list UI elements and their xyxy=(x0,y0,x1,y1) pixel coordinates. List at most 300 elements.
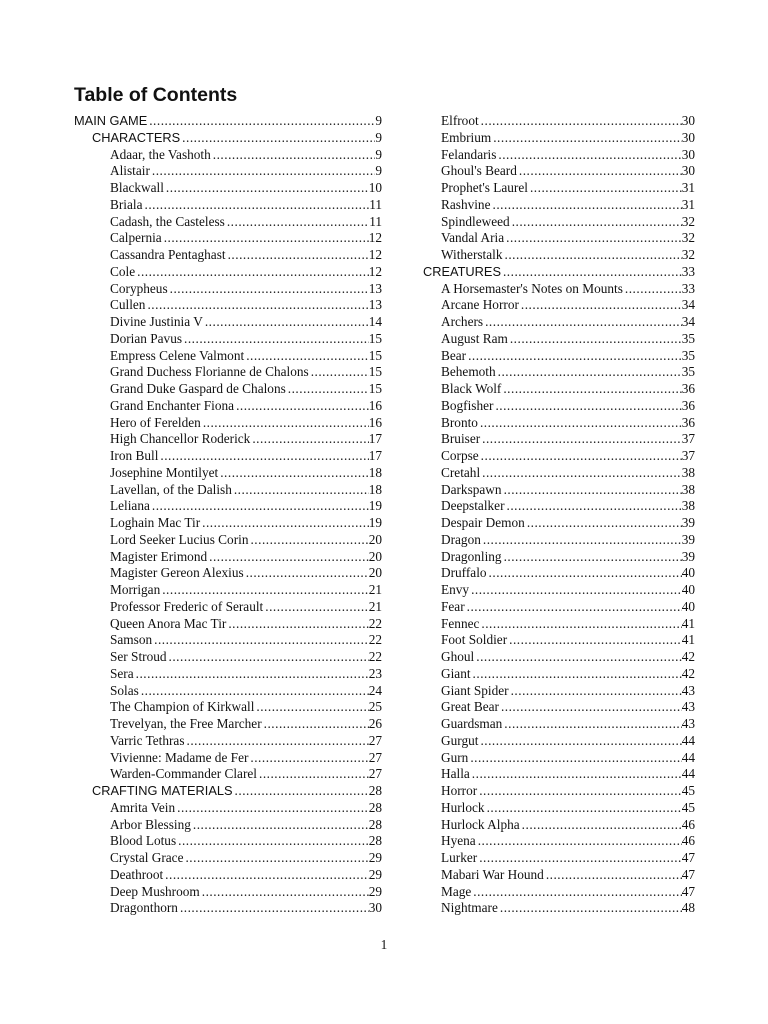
dot-leader xyxy=(149,113,375,130)
dot-leader xyxy=(160,448,368,465)
toc-entry[interactable] xyxy=(74,482,382,499)
toc-entry-page: 13 xyxy=(368,297,382,313)
toc-entry[interactable] xyxy=(405,381,695,398)
toc-entry-label: Corypheus xyxy=(110,280,168,296)
toc-entry[interactable] xyxy=(405,582,695,599)
dot-leader xyxy=(507,498,682,515)
toc-entry-page: 11 xyxy=(369,196,382,212)
toc-entry[interactable] xyxy=(74,549,382,566)
toc-entry[interactable] xyxy=(405,532,695,549)
toc-entry[interactable] xyxy=(405,867,695,884)
toc-entry-page: 28 xyxy=(368,816,382,832)
toc-entry[interactable] xyxy=(405,549,695,566)
toc-entry-page: 33 xyxy=(681,263,695,279)
dot-leader xyxy=(530,180,682,197)
toc-entry[interactable] xyxy=(74,817,382,834)
toc-entry-page: 22 xyxy=(368,632,382,648)
toc-entry-page: 36 xyxy=(681,397,695,413)
toc-entry[interactable] xyxy=(74,431,382,448)
toc-entry[interactable] xyxy=(74,900,382,917)
toc-entry-page: 13 xyxy=(368,280,382,296)
toc-entry-page: 15 xyxy=(368,347,382,363)
toc-entry[interactable] xyxy=(405,716,695,733)
toc-entry-label: Grand Enchanter Fiona xyxy=(110,397,235,413)
toc-entry-page: 36 xyxy=(681,414,695,430)
toc-section-entry[interactable] xyxy=(405,264,695,281)
dot-leader xyxy=(503,381,681,398)
toc-entry-page: 28 xyxy=(368,799,382,815)
toc-entry[interactable] xyxy=(74,515,382,532)
toc-entry-page: 12 xyxy=(368,247,382,262)
toc-entry[interactable] xyxy=(74,666,382,683)
toc-entry[interactable] xyxy=(74,867,382,884)
toc-entry-page: 17 xyxy=(368,448,382,463)
toc-entry[interactable] xyxy=(74,565,382,582)
toc-entry[interactable] xyxy=(74,884,382,901)
dot-leader xyxy=(470,750,681,767)
toc-entry-label: Cadash, the Casteless xyxy=(110,213,225,229)
toc-entry[interactable] xyxy=(74,398,382,415)
toc-entry-label: August Ram xyxy=(441,330,508,346)
toc-entry[interactable] xyxy=(405,666,695,683)
dot-leader xyxy=(170,281,369,298)
dot-leader xyxy=(479,783,682,800)
toc-entry[interactable] xyxy=(405,482,695,499)
dot-leader xyxy=(468,348,682,365)
toc-entry-label: Gurgut xyxy=(441,732,479,748)
dot-leader xyxy=(481,616,681,633)
toc-entry-label: Hero of Ferelden xyxy=(110,414,201,430)
toc-entry[interactable] xyxy=(74,331,382,348)
dot-leader xyxy=(522,817,682,834)
toc-entry[interactable] xyxy=(405,431,695,448)
toc-entry[interactable] xyxy=(405,465,695,482)
dot-leader xyxy=(180,900,369,917)
toc-entry-page: 15 xyxy=(368,364,382,380)
toc-entry-label: MAIN GAME xyxy=(74,113,148,128)
toc-entry[interactable] xyxy=(74,833,382,850)
toc-entry-label: Ghoul xyxy=(441,649,475,664)
toc-entry[interactable] xyxy=(74,582,382,599)
toc-entry[interactable] xyxy=(74,348,382,365)
toc-entry-label: Corpse xyxy=(441,448,479,463)
toc-entry[interactable] xyxy=(405,850,695,867)
toc-entry-label: Professor Frederic of Serault xyxy=(110,598,264,614)
toc-entry[interactable] xyxy=(405,297,695,314)
toc-entry-label: Warden-Commander Clarel xyxy=(110,766,257,782)
toc-entry-label: Mabari War Hound xyxy=(441,866,544,882)
toc-entry[interactable] xyxy=(405,314,695,331)
toc-entry-page: 28 xyxy=(368,833,382,849)
toc-entry-label: Foot Soldier xyxy=(441,632,508,648)
dot-leader xyxy=(504,716,681,733)
toc-entry-page: 44 xyxy=(681,749,695,765)
toc-entry-page: 35 xyxy=(681,330,695,346)
toc-entry-label: Grand Duchess Florianne de Chalons xyxy=(110,364,309,380)
toc-entry-page: 17 xyxy=(368,431,382,447)
toc-entry[interactable] xyxy=(405,348,695,365)
toc-entry-page: 18 xyxy=(368,481,382,497)
dot-leader xyxy=(141,683,369,700)
toc-entry-label: Deepstalker xyxy=(441,498,505,514)
toc-entry-page: 24 xyxy=(368,682,382,698)
toc-entry-page: 46 xyxy=(681,816,695,832)
toc-entry-label: Bear xyxy=(441,347,467,363)
toc-entry-label: Leliana xyxy=(110,498,150,514)
dot-leader xyxy=(264,716,369,733)
toc-entry-label: CRAFTING MATERIALS xyxy=(92,783,233,798)
dot-leader xyxy=(501,699,682,716)
toc-entry[interactable] xyxy=(405,214,695,231)
toc-entry-page: 16 xyxy=(368,397,382,413)
dot-leader xyxy=(505,247,682,264)
toc-entry-label: Blood Lotus xyxy=(110,833,177,849)
toc-entry-page: 19 xyxy=(368,515,382,530)
toc-entry[interactable] xyxy=(405,364,695,381)
toc-entry-label: Gurn xyxy=(441,749,469,765)
toc-entry[interactable] xyxy=(74,314,382,331)
toc-entry-label: Arbor Blessing xyxy=(110,816,191,832)
dot-leader xyxy=(473,666,682,683)
toc-entry-page: 33 xyxy=(681,280,695,296)
toc-entry[interactable] xyxy=(405,649,695,666)
dot-leader xyxy=(485,314,682,331)
toc-entry-page: 14 xyxy=(368,314,382,329)
toc-entry-page: 38 xyxy=(681,464,695,480)
toc-entry[interactable] xyxy=(405,498,695,515)
toc-entry-label: Elfroot xyxy=(441,113,479,128)
dot-leader xyxy=(187,733,369,750)
dot-leader xyxy=(182,130,375,147)
toc-entry[interactable] xyxy=(405,565,695,582)
dot-leader xyxy=(169,649,369,666)
toc-entry-page: 20 xyxy=(368,548,382,564)
toc-entry[interactable] xyxy=(405,750,695,767)
toc-entry[interactable] xyxy=(74,281,382,298)
dot-leader xyxy=(512,214,682,231)
toc-entry[interactable] xyxy=(74,632,382,649)
toc-entry-label: Vandal Aria xyxy=(441,230,505,246)
dot-leader xyxy=(482,465,682,482)
dot-leader xyxy=(503,264,682,281)
dot-leader xyxy=(482,431,682,448)
toc-part-entry[interactable] xyxy=(74,113,382,130)
toc-entry[interactable] xyxy=(74,448,382,465)
toc-entry[interactable] xyxy=(405,817,695,834)
toc-entry[interactable] xyxy=(405,515,695,532)
toc-entry-label: Briala xyxy=(110,196,143,212)
dot-leader xyxy=(202,884,369,901)
toc-entry-page: 45 xyxy=(681,799,695,815)
dot-leader xyxy=(164,230,369,247)
toc-entry-label: Alistair xyxy=(110,163,150,179)
dot-leader xyxy=(147,297,368,314)
toc-entry-label: Spindleweed xyxy=(441,213,510,229)
dot-leader xyxy=(476,649,681,666)
toc-entry[interactable] xyxy=(405,147,695,164)
dot-leader xyxy=(506,230,682,247)
dot-leader xyxy=(152,163,375,180)
toc-entry[interactable] xyxy=(405,632,695,649)
dot-leader xyxy=(546,867,682,884)
toc-entry-label: Arcane Horror xyxy=(441,297,519,313)
toc-entry[interactable] xyxy=(74,230,382,247)
toc-entry-page: 11 xyxy=(369,213,382,229)
toc-entry[interactable] xyxy=(74,649,382,666)
dot-leader xyxy=(234,482,369,499)
dot-leader xyxy=(246,565,369,582)
toc-entry-page: 18 xyxy=(368,464,382,480)
toc-entry-label: Trevelyan, the Free Marcher xyxy=(110,716,262,731)
toc-entry-label: CREATURES xyxy=(423,263,501,279)
toc-entry[interactable] xyxy=(405,833,695,850)
dot-leader xyxy=(213,147,376,164)
toc-entry[interactable] xyxy=(74,699,382,716)
dot-leader xyxy=(265,599,368,616)
toc-entry-label: Envy xyxy=(441,582,470,597)
toc-entry[interactable] xyxy=(405,599,695,616)
toc-entry[interactable] xyxy=(405,247,695,264)
toc-entry-page: 15 xyxy=(368,330,382,346)
dot-leader xyxy=(472,766,682,783)
toc-entry-label: Crystal Grace xyxy=(110,850,184,865)
toc-entry[interactable] xyxy=(74,297,382,314)
toc-entry-page: 47 xyxy=(681,883,695,899)
dot-leader xyxy=(154,632,369,649)
toc-entry-page: 44 xyxy=(681,766,695,782)
dot-leader xyxy=(228,616,368,633)
toc-entry-page: 30 xyxy=(681,129,695,145)
toc-entry-page: 47 xyxy=(681,850,695,865)
toc-entry-label: Despair Demon xyxy=(441,515,525,530)
dot-leader xyxy=(235,783,369,800)
toc-entry-label: Josephine Montilyet xyxy=(110,464,219,480)
toc-entry-label: Queen Anora Mac Tir xyxy=(110,615,227,631)
toc-entry-label: Cole xyxy=(110,263,136,279)
toc-entry-label: Archers xyxy=(441,314,484,329)
dot-leader xyxy=(250,750,368,767)
toc-entry-page: 9 xyxy=(375,146,382,162)
toc-entry-label: Cullen xyxy=(110,297,146,313)
toc-entry-label: Grand Duke Gaspard de Chalons xyxy=(110,381,286,396)
dot-leader xyxy=(177,800,369,817)
toc-entry[interactable] xyxy=(405,398,695,415)
dot-leader xyxy=(480,733,681,750)
toc-entry[interactable] xyxy=(405,683,695,700)
dot-leader xyxy=(236,398,369,415)
toc-entry[interactable] xyxy=(74,850,382,867)
toc-entry-label: Black Wolf xyxy=(441,381,502,396)
toc-entry[interactable] xyxy=(405,197,695,214)
toc-entry[interactable] xyxy=(74,498,382,515)
toc-entry-page: 36 xyxy=(681,381,695,396)
toc-entry[interactable] xyxy=(74,716,382,733)
toc-entry-page: 41 xyxy=(681,615,695,631)
toc-entry[interactable] xyxy=(405,331,695,348)
toc-entry-page: 38 xyxy=(681,498,695,514)
toc-entry-page: 29 xyxy=(368,883,382,899)
toc-entry[interactable] xyxy=(405,281,695,298)
dot-leader xyxy=(498,147,681,164)
toc-entry-page: 23 xyxy=(368,665,382,681)
toc-entry[interactable] xyxy=(74,766,382,783)
toc-entry[interactable] xyxy=(74,163,382,180)
dot-leader xyxy=(202,515,369,532)
toc-entry[interactable] xyxy=(74,599,382,616)
toc-entry-label: Rashvine xyxy=(441,196,491,212)
dot-leader xyxy=(473,884,681,901)
toc-entry[interactable] xyxy=(74,264,382,281)
dot-leader xyxy=(481,448,682,465)
toc-entry-label: Darkspawn xyxy=(441,481,502,497)
toc-entry-label: Samson xyxy=(110,632,153,648)
toc-entry-page: 12 xyxy=(368,230,382,246)
toc-section-entry[interactable] xyxy=(74,130,382,147)
dot-leader xyxy=(162,582,368,599)
toc-entry-page: 47 xyxy=(681,866,695,882)
toc-entry-label: Ser Stroud xyxy=(110,649,167,664)
toc-entry-page: 27 xyxy=(368,749,382,765)
dot-leader xyxy=(145,197,370,214)
toc-entry-label: Hyena xyxy=(441,833,476,849)
toc-entry[interactable] xyxy=(405,415,695,432)
dot-leader xyxy=(509,632,682,649)
dot-leader xyxy=(483,532,682,549)
toc-entry-page: 30 xyxy=(681,113,695,128)
toc-entry[interactable] xyxy=(405,616,695,633)
toc-entry-label: Dragon xyxy=(441,531,481,547)
toc-entry-page: 48 xyxy=(681,900,695,916)
toc-entry[interactable] xyxy=(74,197,382,214)
toc-entry[interactable] xyxy=(74,683,382,700)
dot-leader xyxy=(487,800,682,817)
toc-entry[interactable] xyxy=(405,113,695,130)
toc-entry-page: 35 xyxy=(681,347,695,363)
toc-entry-page: 31 xyxy=(681,180,695,195)
dot-leader xyxy=(136,666,369,683)
toc-entry-label: Horror xyxy=(441,783,478,798)
toc-entry-label: Great Bear xyxy=(441,699,499,715)
toc-entry[interactable] xyxy=(405,699,695,716)
toc-entry-page: 22 xyxy=(368,649,382,664)
toc-entry-page: 12 xyxy=(368,263,382,279)
toc-entry[interactable] xyxy=(74,733,382,750)
toc-entry-label: Bogfisher xyxy=(441,397,494,413)
toc-entry-label: Guardsman xyxy=(441,716,503,731)
page-number: 1 xyxy=(380,937,388,952)
toc-entry[interactable] xyxy=(405,900,695,917)
dot-leader xyxy=(228,247,369,264)
toc-entry-page: 39 xyxy=(681,515,695,530)
toc-entry-label: Solas xyxy=(110,682,139,698)
toc-entry[interactable] xyxy=(405,180,695,197)
toc-entry-page: 30 xyxy=(681,163,695,179)
toc-right-column xyxy=(405,113,695,917)
toc-entry-page: 34 xyxy=(681,314,695,329)
toc-entry-page: 28 xyxy=(368,783,382,798)
dot-leader xyxy=(185,850,368,867)
toc-entry-label: Dorian Pavus xyxy=(110,330,183,346)
dot-leader xyxy=(480,415,682,432)
toc-entry[interactable] xyxy=(405,800,695,817)
toc-entry[interactable] xyxy=(74,750,382,767)
toc-entry-page: 43 xyxy=(681,682,695,698)
dot-leader xyxy=(288,381,369,398)
toc-entry-page: 40 xyxy=(681,582,695,597)
toc-entry-page: 42 xyxy=(681,649,695,664)
toc-entry-label: Divine Justinia V xyxy=(110,314,203,329)
toc-entry-label: Hurlock Alpha xyxy=(441,816,520,832)
toc-entry-page: 41 xyxy=(681,632,695,648)
toc-entry-label: Lurker xyxy=(441,850,478,865)
dot-leader xyxy=(152,498,369,515)
toc-entry-label: Loghain Mac Tir xyxy=(110,515,201,530)
toc-entry-page: 46 xyxy=(681,833,695,849)
toc-entry-page: 45 xyxy=(681,783,695,798)
toc-entry-label: CHARACTERS xyxy=(92,129,181,145)
toc-entry[interactable] xyxy=(74,247,382,264)
dot-leader xyxy=(203,415,369,432)
toc-entry-label: Druffalo xyxy=(441,565,487,581)
toc-entry-page: 27 xyxy=(368,732,382,748)
toc-entry-label: Blackwall xyxy=(110,180,164,195)
dot-leader xyxy=(478,833,682,850)
toc-entry[interactable] xyxy=(74,214,382,231)
toc-entry-page: 37 xyxy=(681,448,695,463)
toc-entry-page: 32 xyxy=(681,247,695,262)
toc-entry[interactable] xyxy=(74,532,382,549)
dot-leader xyxy=(467,599,682,616)
page-title: Table of Contents xyxy=(74,84,238,106)
toc-entry[interactable] xyxy=(405,783,695,800)
toc-entry[interactable] xyxy=(405,448,695,465)
toc-entry[interactable] xyxy=(74,147,382,164)
dot-leader xyxy=(625,281,682,298)
toc-entry-page: 26 xyxy=(368,716,382,731)
toc-entry-page: 34 xyxy=(681,297,695,313)
toc-entry-page: 32 xyxy=(681,230,695,246)
toc-entry[interactable] xyxy=(405,766,695,783)
dot-leader xyxy=(493,197,682,214)
toc-entry-page: 29 xyxy=(368,866,382,882)
toc-entry[interactable] xyxy=(74,364,382,381)
toc-entry[interactable] xyxy=(405,733,695,750)
toc-entry-page: 15 xyxy=(368,381,382,396)
toc-entry[interactable] xyxy=(405,163,695,180)
toc-entry-page: 10 xyxy=(368,180,382,195)
dot-leader xyxy=(246,348,369,365)
toc-entry-label: Embrium xyxy=(441,129,492,145)
toc-entry[interactable] xyxy=(405,130,695,147)
toc-entry-page: 40 xyxy=(681,598,695,614)
toc-entry[interactable] xyxy=(405,230,695,247)
toc-entry-label: A Horsemaster's Notes on Mounts xyxy=(441,280,623,296)
toc-entry[interactable] xyxy=(74,616,382,633)
dot-leader xyxy=(471,582,682,599)
toc-section-entry[interactable] xyxy=(74,783,382,800)
toc-entry[interactable] xyxy=(74,415,382,432)
toc-entry-page: 25 xyxy=(368,699,382,715)
toc-entry[interactable] xyxy=(74,800,382,817)
toc-entry-label: Lavellan, of the Dalish xyxy=(110,481,232,497)
toc-entry[interactable] xyxy=(405,884,695,901)
toc-entry-label: Empress Celene Valmont xyxy=(110,347,245,363)
toc-entry[interactable] xyxy=(74,180,382,197)
dot-leader xyxy=(527,515,682,532)
toc-entry-page: 20 xyxy=(368,531,382,547)
toc-entry[interactable] xyxy=(74,465,382,482)
toc-entry[interactable] xyxy=(74,381,382,398)
